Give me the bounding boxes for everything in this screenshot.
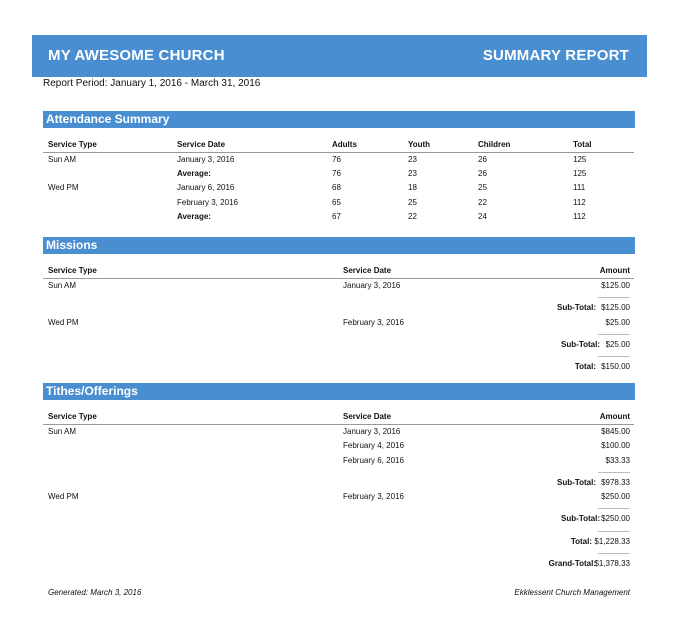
cell-amount: $250.00: [601, 492, 630, 501]
cell-average-label: Average:: [177, 212, 211, 221]
report-period: Report Period: January 1, 2016 - March 31, 2016: [43, 78, 261, 89]
grand-total-label: Grand-Total:: [548, 559, 596, 568]
missions-header-rule: [43, 278, 634, 279]
attendance-header-rule: [43, 152, 634, 153]
cell-total: 125: [573, 169, 587, 178]
cell-service-date: January 6, 2016: [177, 183, 235, 192]
subtotal-value: $978.33: [601, 478, 630, 487]
attendance-title: Attendance Summary: [46, 112, 170, 126]
cell-total: 125: [573, 155, 587, 164]
generated-date: Generated: March 3, 2016: [48, 588, 142, 597]
cell-service-date: February 3, 2016: [343, 318, 404, 327]
attendance-col-service-type: Service Type: [48, 140, 97, 149]
subtotal-value: $25.00: [605, 340, 630, 349]
cell-service-date: January 3, 2016: [177, 155, 235, 164]
cell-youth: 18: [408, 183, 417, 192]
cell-service-date: February 4, 2016: [343, 441, 404, 450]
subtotal-label: Sub-Total:: [557, 303, 596, 312]
cell-total: 111: [573, 183, 586, 192]
total-value: $1,228.33: [594, 537, 630, 546]
attendance-col-total: Total: [573, 140, 592, 149]
cell-youth: 22: [408, 212, 417, 221]
cell-adults: 76: [332, 169, 341, 178]
subtotal-rule: [598, 334, 630, 335]
report-title: SUMMARY REPORT: [482, 47, 629, 64]
missions-title: Missions: [46, 238, 98, 252]
missions-section-header: [43, 237, 635, 254]
subtotal-value: $250.00: [601, 514, 630, 523]
cell-total: 112: [573, 198, 586, 207]
attendance-col-youth: Youth: [408, 140, 431, 149]
cell-service-date: January 3, 2016: [343, 281, 401, 290]
cell-youth: 25: [408, 198, 417, 207]
tithes-title: Tithes/Offerings: [46, 384, 138, 398]
cell-adults: 67: [332, 212, 341, 221]
cell-children: 22: [478, 198, 487, 207]
missions-col-amount: Amount: [599, 266, 630, 275]
total-label: Total:: [574, 362, 596, 371]
cell-service-type: Wed PM: [48, 318, 79, 327]
cell-amount: $845.00: [601, 427, 630, 436]
cell-service-type: Wed PM: [48, 492, 79, 501]
grand-total-value: $1,378.33: [594, 559, 630, 568]
cell-service-type: Wed PM: [48, 183, 79, 192]
subtotal-rule: [598, 472, 630, 473]
cell-total: 112: [573, 212, 586, 221]
missions-col-service-date: Service Date: [343, 266, 392, 275]
subtotal-label: Sub-Total:: [561, 340, 600, 349]
tithes-header-rule: [43, 424, 634, 425]
report-header: [32, 35, 647, 77]
tithes-col-service-date: Service Date: [343, 412, 392, 421]
cell-children: 26: [478, 169, 487, 178]
cell-service-date: February 6, 2016: [343, 456, 404, 465]
total-rule: [598, 356, 630, 357]
subtotal-label: Sub-Total:: [561, 514, 600, 523]
software-name: Ekklessent Church Management: [514, 588, 630, 597]
total-rule: [598, 531, 630, 532]
subtotal-rule: [598, 508, 630, 509]
cell-service-date: February 3, 2016: [343, 492, 404, 501]
tithes-section-header: [43, 383, 635, 400]
organization-name: MY AWESOME CHURCH: [48, 47, 225, 64]
attendance-section-header: [43, 111, 635, 128]
tithes-col-service-type: Service Type: [48, 412, 97, 421]
cell-service-type: Sun AM: [48, 281, 77, 290]
attendance-col-service-date: Service Date: [177, 140, 226, 149]
cell-average-label: Average:: [177, 169, 211, 178]
cell-amount: $25.00: [605, 318, 630, 327]
cell-service-type: Sun AM: [48, 155, 77, 164]
cell-amount: $100.00: [601, 441, 630, 450]
subtotal-label: Sub-Total:: [557, 478, 596, 487]
cell-adults: 76: [332, 155, 341, 164]
cell-children: 26: [478, 155, 487, 164]
cell-youth: 23: [408, 155, 417, 164]
cell-adults: 65: [332, 198, 341, 207]
cell-youth: 23: [408, 169, 417, 178]
total-value: $150.00: [601, 362, 630, 371]
cell-service-date: January 3, 2016: [343, 427, 401, 436]
total-label: Total:: [570, 537, 592, 546]
cell-amount: $33.33: [605, 456, 630, 465]
cell-service-date: February 3, 2016: [177, 198, 238, 207]
cell-service-type: Sun AM: [48, 427, 77, 436]
cell-children: 24: [478, 212, 487, 221]
cell-adults: 68: [332, 183, 341, 192]
grand-total-rule: [598, 553, 630, 554]
attendance-col-children: Children: [478, 140, 511, 149]
cell-children: 25: [478, 183, 487, 192]
subtotal-value: $125.00: [601, 303, 630, 312]
attendance-col-adults: Adults: [332, 140, 357, 149]
tithes-col-amount: Amount: [599, 412, 630, 421]
cell-amount: $125.00: [601, 281, 630, 290]
subtotal-rule: [598, 297, 630, 298]
missions-col-service-type: Service Type: [48, 266, 97, 275]
